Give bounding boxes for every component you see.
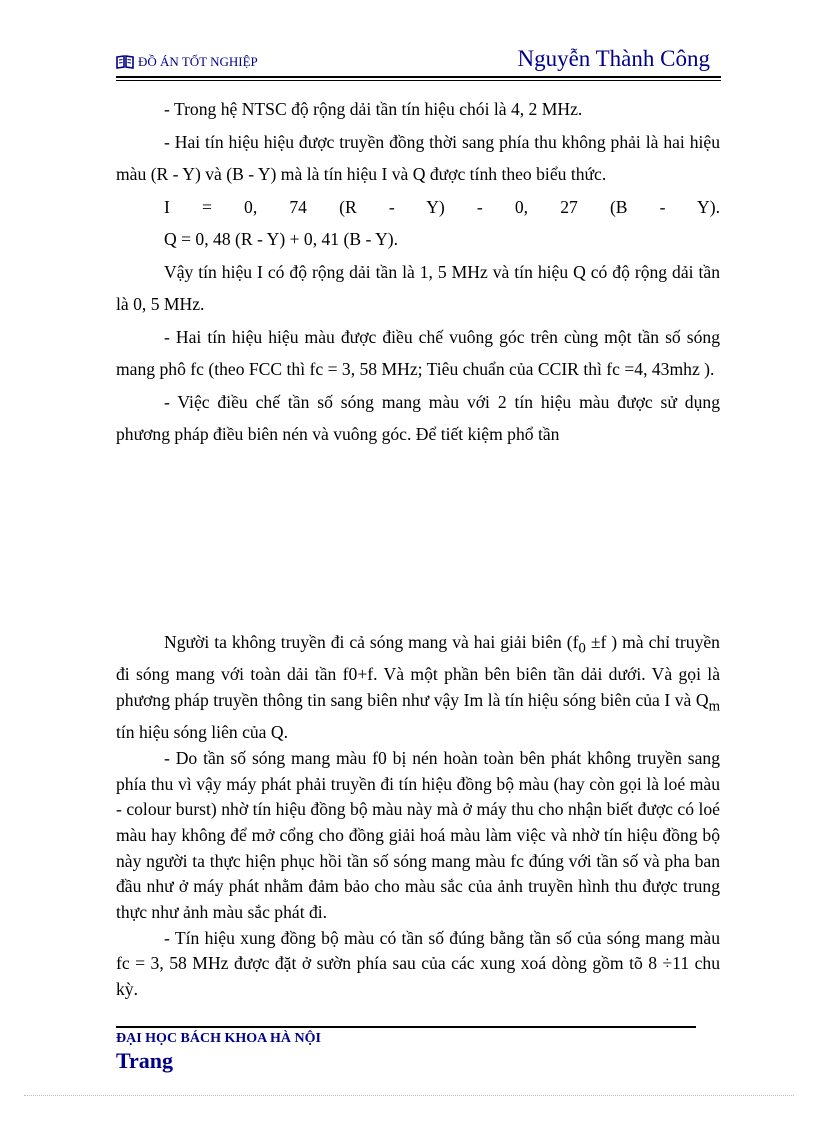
header-left	[116, 54, 258, 70]
page-edge-divider	[24, 1095, 794, 1096]
footer-university: ĐẠI HỌC BÁCH KHOA HÀ NỘI	[116, 1031, 321, 1046]
header-author: Nguyễn Thành Công	[517, 46, 710, 71]
book-icon	[116, 55, 134, 69]
formula-i: I = 0, 74 (R - Y) - 0, 27 (B - Y).	[164, 196, 720, 217]
formula-q: Q = 0, 48 (R - Y) + 0, 41 (B - Y).	[164, 229, 399, 249]
paragraph: - Do tần số sóng mang màu f0 bị nén hoàn toàn bên phát không truyền sang phía thu vì vậy máy phát phải truyền đi tín hiệu đồng bộ màu (hay còn gọi là loé màu - colour burst) nhờ tín hiệu đồng bộ màu này mà ở máy thu cho nhận biết được có loé màu hay không để mở cổng cho đồng giải hoá màu làm việc và nhờ tín hiệu đồng bộ này người ta thực hiện phục hồi tần số sóng mang màu fc đúng với tần số và pha ban đầu như ở máy phát nhằm đảm bảo cho màu sắc của ảnh truyền hình thu được trung thực như ảnh màu sắc phát đi.	[116, 747, 720, 923]
paragraph: Người ta không truyền đi cả sóng mang và hai giải biên ($f_0 \pm f$ ) mà chỉ truyền đi sóng mang với toàn dải tần f0+f. Và một phần bên biên tần dải dưới. Và gọi là phương pháp truyền thông tin sang biên như vậy Im là tín hiệu sóng biên của I và $Q_m$ tín hiệu sóng liên của Q.	[116, 632, 720, 743]
footer-page-label: Trang	[116, 1048, 174, 1073]
header-title: ĐỒ ÁN TỐT NGHIỆP	[138, 54, 258, 69]
paragraph: - Trong hệ NTSC độ rộng dải tần tín hiệu chói là 4, 2 MHz.	[164, 99, 583, 119]
paragraph: - Hai tín hiệu hiệu được truyền đồng thời sang phía thu không phải là hai hiệu màu (R - Y) và (B - Y) mà là tín hiệu I và Q được tính theo biểu thức.	[116, 131, 720, 184]
paragraph: - Việc điều chế tần số sóng mang màu với 2 tín hiệu màu được sử dụng phương pháp điều biên nén và vuông góc. Để tiết kiệm phổ tần	[116, 391, 720, 444]
footer-rule	[116, 1026, 696, 1028]
paragraph: Vậy tín hiệu I có độ rộng dải tần là 1, 5 MHz và tín hiệu Q có độ rộng dải tần là 0, 5 MHz.	[116, 261, 720, 314]
header-rule	[116, 76, 721, 81]
text-block-bottom	[116, 630, 720, 1003]
paragraph: - Hai tín hiệu hiệu màu được điều chế vuông góc trên cùng một tần số sóng mang phô fc (theo FCC thì fc = 3, 58 MHz; Tiêu chuẩn của CCIR thì fc =4, 43mhz ).	[116, 326, 720, 379]
text-block-top	[116, 93, 720, 451]
paragraph: - Tín hiệu xung đồng bộ màu có tần số đúng bằng tần số của sóng mang màu fc = 3, 58 MHz được đặt ở sườn phía sau của các xung xoá dòng gồm tõ 8 ÷11 chu kỳ.	[116, 927, 720, 1000]
